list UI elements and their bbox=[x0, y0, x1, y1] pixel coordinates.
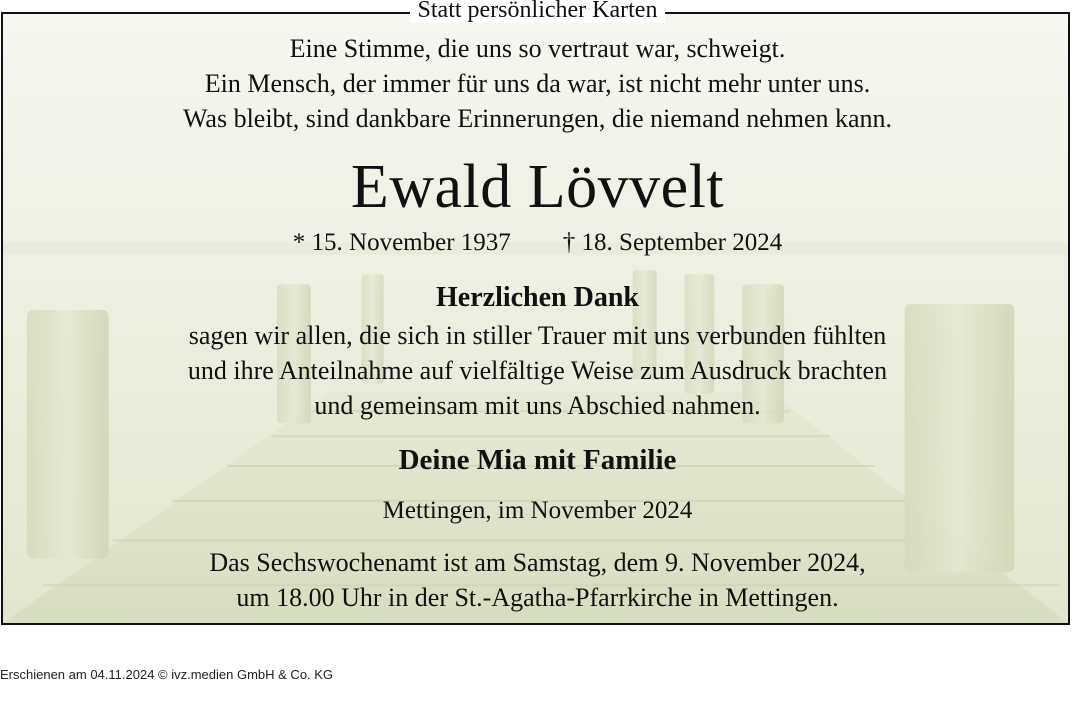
poem-line: Eine Stimme, die uns so vertraut war, schweigt. bbox=[289, 34, 786, 63]
service-line: Das Sechswochenamt ist am Samstag, dem 9. November 2024, bbox=[209, 548, 866, 577]
header-label-text: Statt persönlicher Karten bbox=[410, 0, 666, 23]
publication-footer: Erschienen am 04.11.2024 © ivz.medien GmbH & Co. KG bbox=[0, 667, 334, 682]
signature: Deine Mia mit Familie bbox=[398, 444, 677, 476]
place-date: Mettingen, im November 2024 bbox=[382, 497, 693, 524]
death-date: † 18. September 2024 bbox=[562, 229, 783, 256]
header-label bbox=[0, 0, 1075, 23]
birth-date: * 15. November 1937 bbox=[292, 229, 511, 256]
poem-line: Was bleibt, sind dankbare Erinnerungen, die niemand nehmen kann. bbox=[182, 104, 893, 133]
life-dates bbox=[0, 228, 1075, 258]
service-line: um 18.00 Uhr in der St.-Agatha-Pfarrkirche in Mettingen. bbox=[236, 583, 839, 612]
thanks-line: und gemeinsam mit uns Abschied nahmen. bbox=[314, 391, 761, 420]
thanks-line: und ihre Anteilnahme auf vielfältige Weise zum Ausdruck brachten bbox=[187, 356, 888, 385]
poem-line: Ein Mensch, der immer für uns da war, ist nicht mehr unter uns. bbox=[204, 69, 871, 98]
thanks-title: Herzlichen Dank bbox=[436, 282, 639, 313]
thanks-line: sagen wir allen, die sich in stiller Trauer mit uns verbunden fühlten bbox=[188, 321, 887, 350]
deceased-name: Ewald Lövvelt bbox=[350, 153, 725, 221]
